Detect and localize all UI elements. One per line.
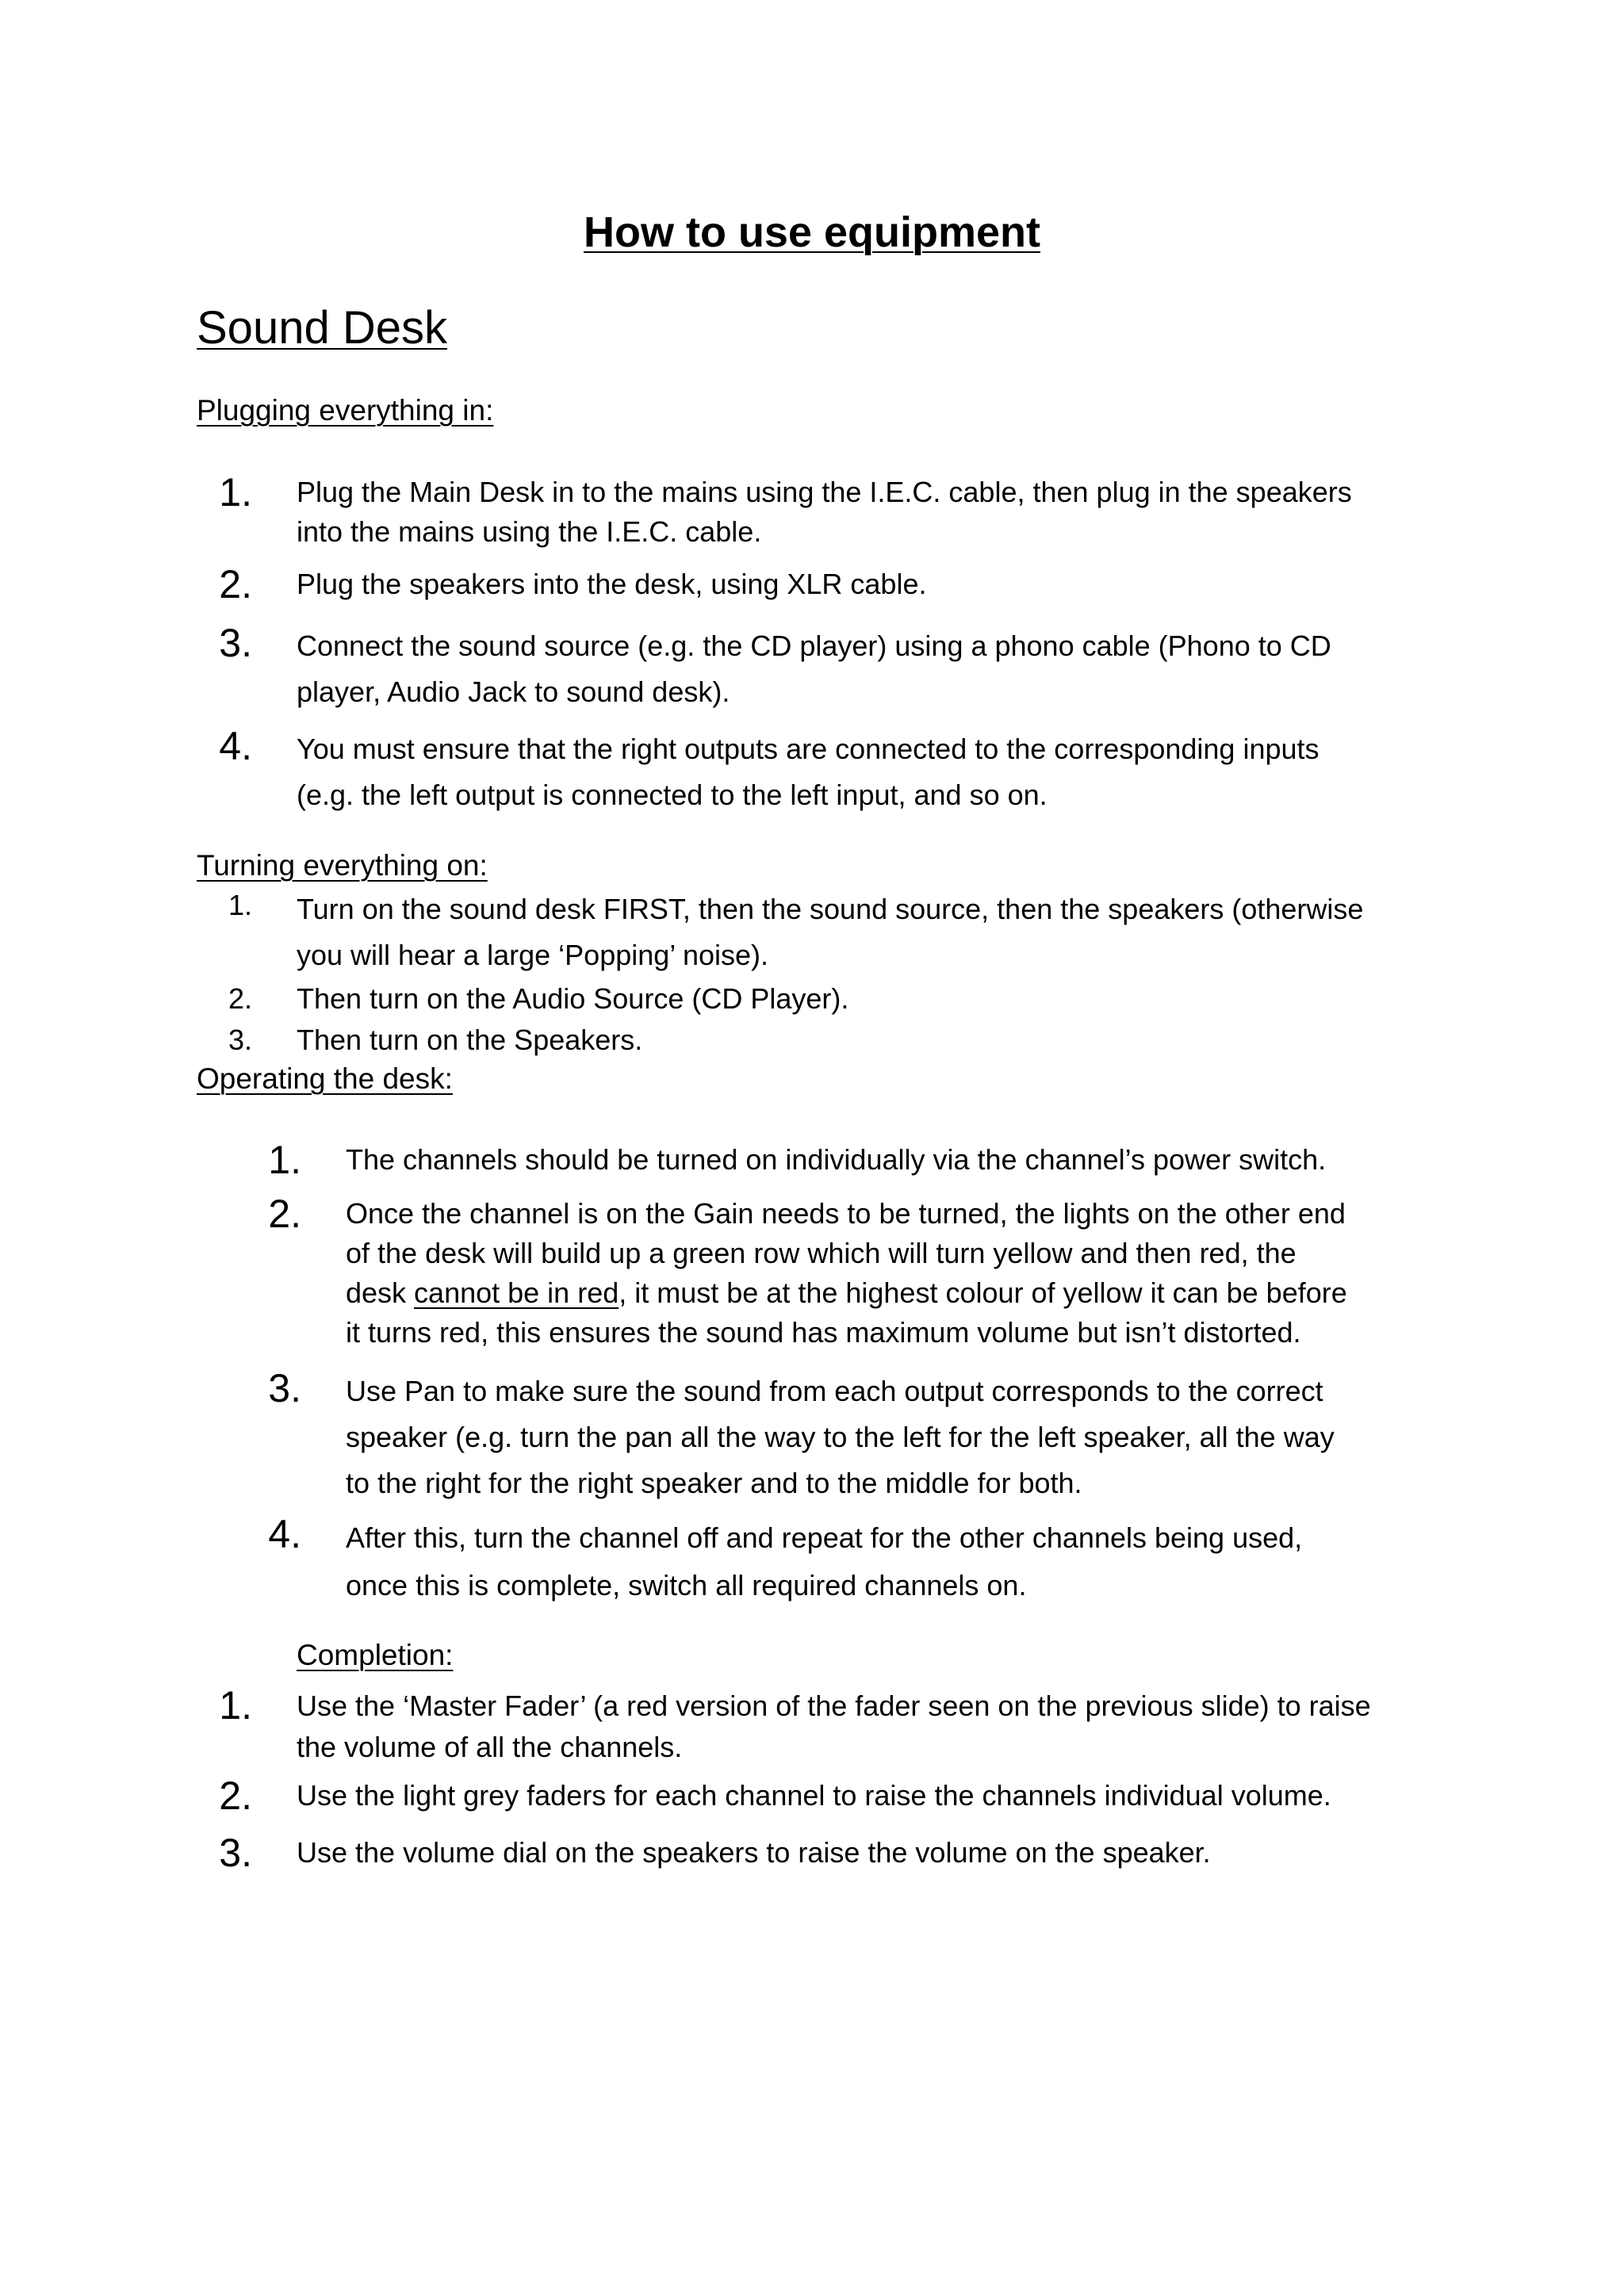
page-title: How to use equipment bbox=[583, 209, 1041, 256]
inline-text: , it must be at the highest colour of yellow it can be before bbox=[619, 1276, 1347, 1309]
list-line bbox=[346, 1273, 1347, 1313]
list-line: Plug the speakers into the desk, using XLR cable. bbox=[297, 568, 927, 600]
list-line: of the desk will build up a green row which will turn yellow and then red, the bbox=[346, 1237, 1297, 1269]
list-line: (e.g. the left output is connected to the left input, and so on. bbox=[297, 779, 1048, 811]
turning-heading: Turning everything on: bbox=[197, 849, 488, 882]
list-number: 1. bbox=[219, 1683, 252, 1728]
list-line: Connect the sound source (e.g. the CD player) using a phono cable (Phono to CD bbox=[297, 629, 1331, 662]
list-line: After this, turn the channel off and repeat for the other channels being used, bbox=[346, 1521, 1303, 1554]
emphasis-underlined: cannot be in red bbox=[414, 1276, 619, 1309]
list-line: Use Pan to make sure the sound from each output corresponds to the correct bbox=[346, 1375, 1323, 1407]
plugging-heading: Plugging everything in: bbox=[197, 394, 494, 427]
list-line: Use the ‘Master Fader’ (a red version of the fader seen on the previous slide) to raise bbox=[297, 1689, 1371, 1722]
list-number: 2. bbox=[219, 562, 252, 607]
list-number: 1. bbox=[268, 1138, 301, 1182]
list-number: 4. bbox=[219, 724, 252, 768]
list-line: Then turn on the Speakers. bbox=[297, 1024, 643, 1056]
list-line: player, Audio Jack to sound desk). bbox=[297, 675, 730, 708]
list-number: 3. bbox=[219, 621, 252, 665]
list-line: You must ensure that the right outputs are connected to the corresponding inputs bbox=[297, 733, 1320, 765]
list-number: 3. bbox=[219, 1831, 252, 1875]
list-line: Then turn on the Audio Source (CD Player). bbox=[297, 982, 849, 1015]
operating-heading: Operating the desk: bbox=[197, 1062, 453, 1095]
list-line: Use the volume dial on the speakers to raise the volume on the speaker. bbox=[297, 1836, 1211, 1869]
list-number: 2. bbox=[268, 1192, 301, 1236]
inline-text: desk bbox=[346, 1276, 415, 1309]
list-line: the volume of all the channels. bbox=[297, 1731, 683, 1763]
list-line: speaker (e.g. turn the pan all the way to the left for the left speaker, all the way bbox=[346, 1421, 1335, 1453]
list-line: you will hear a large ‘Popping’ noise). bbox=[297, 939, 769, 971]
list-number: 3. bbox=[228, 1024, 252, 1056]
list-line: to the right for the right speaker and to the middle for both. bbox=[346, 1467, 1082, 1499]
list-line: it turns red, this ensures the sound has maximum volume but isn’t distorted. bbox=[346, 1316, 1301, 1349]
list-line: Plug the Main Desk in to the mains using the I.E.C. cable, then plug in the speakers bbox=[297, 476, 1352, 508]
list-number: 1. bbox=[228, 889, 252, 921]
completion-heading: Completion: bbox=[297, 1639, 454, 1671]
list-number: 2. bbox=[228, 982, 252, 1015]
list-number: 4. bbox=[268, 1512, 301, 1556]
list-number: 3. bbox=[268, 1366, 301, 1410]
section-title: Sound Desk bbox=[197, 302, 447, 354]
list-line: once this is complete, switch all required channels on. bbox=[346, 1569, 1027, 1601]
list-line: Use the light grey faders for each channel to raise the channels individual volume. bbox=[297, 1779, 1331, 1812]
list-number: 1. bbox=[219, 470, 252, 515]
list-line: The channels should be turned on individually via the channel’s power switch. bbox=[346, 1143, 1327, 1176]
list-number: 2. bbox=[219, 1774, 252, 1818]
list-line: Turn on the sound desk FIRST, then the sound source, then the speakers (otherwise bbox=[297, 893, 1364, 925]
list-line: Once the channel is on the Gain needs to be turned, the lights on the other end bbox=[346, 1197, 1346, 1230]
list-line: into the mains using the I.E.C. cable. bbox=[297, 515, 762, 548]
